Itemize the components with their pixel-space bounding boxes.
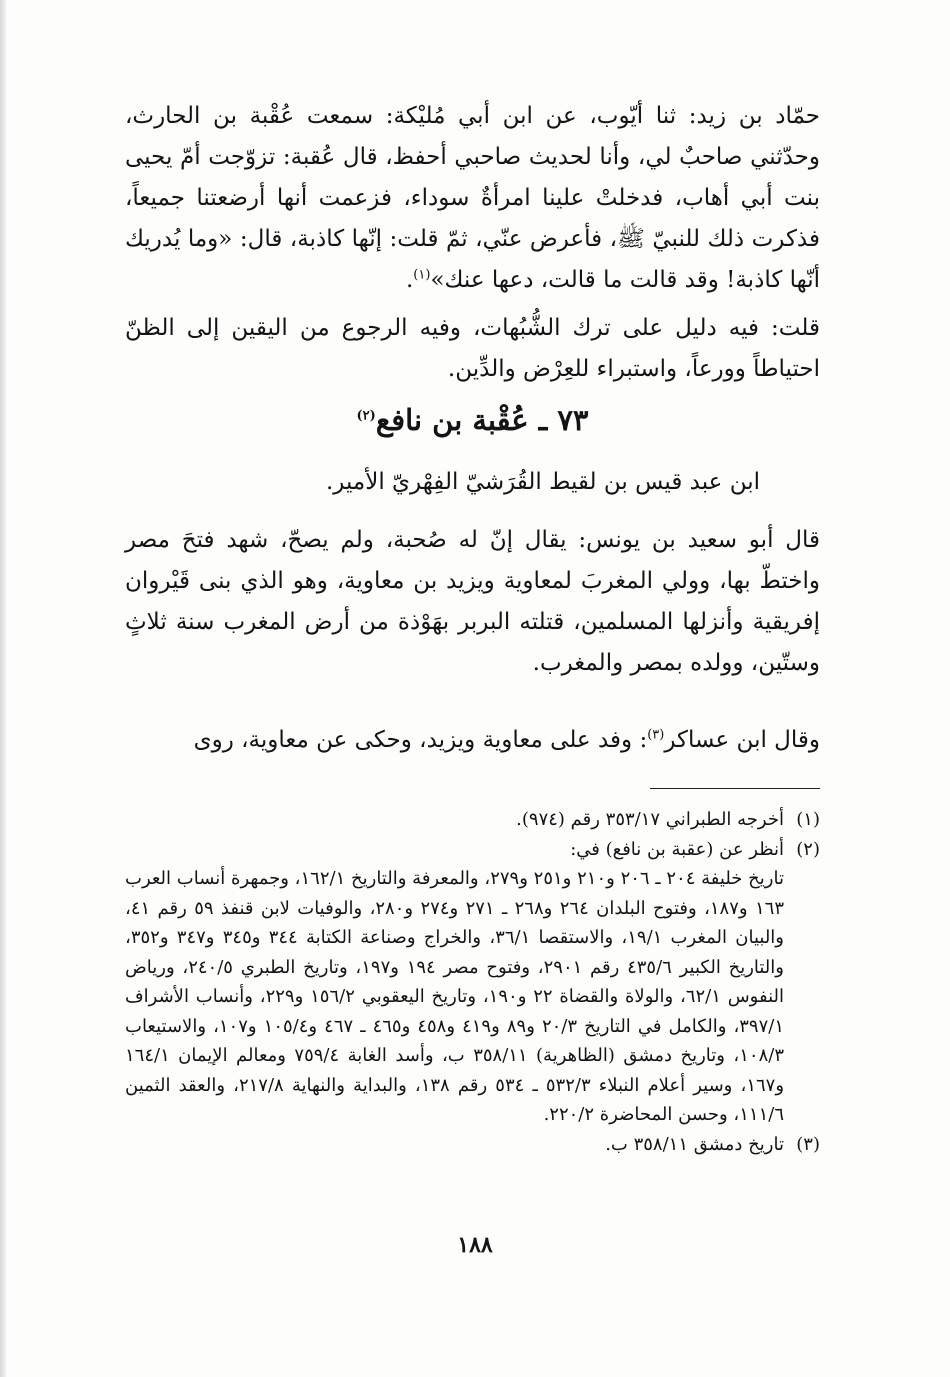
footnote-number: (٣) [796, 1133, 820, 1155]
paragraph-hadith-end: . [405, 267, 414, 293]
footnote-text: أخرجه الطبراني ٣٥٣/١٧ رقم (٩٧٤). [516, 809, 784, 830]
footnote-2-sources: تاريخ خليفة ٢٠٤ ـ ٢٠٦ و٢١٠ و٢٥١ و٢٧٩، والمعرفة والتاريخ ١٦٢/١، وجمهرة أنساب العرب ١٦٣ و١٨٧، وفتوح البلدان ٢٦٤ و٢٦٨ ـ ٢٧١ و٢٧٤ و٢٨٠، والوفيات لابن قنفذ ٥٩ رقم ٤١، والبيان المغرب ١٩/١، والاستقصا ٣٦/١، والخراج وصناعة الكتابة ٣٤٤ و٣٤٥ و٣٤٧ و٣٥٢، والتاريخ الكبير ٤٣٥/٦ رقم ٢٩٠١، وفتوح مصر ١٩٤ و١٩٧، وتاريخ الطبري ٢٤٠/٥، ورياض النفوس ٦٢/١، والولاة والقضاة ٢٢ و١٩٠، وتاريخ اليعقوبي ١٥٦/٢ و٢٢٩، وأنساب الأشراف ٣٩٧/١، والكامل في التاريخ ٢٠/٣ و٨٩ و٤١٩ و٤٥٨ و٤٦٥ ـ ٤٦٧ و١٠٥/٤ و١٠٧، والاستيعاب ١٠٨/٣، وتاريخ دمشق (الظاهرية) ٣٥٨/١١ ب، وأسد الغابة ٧٥٩/٤ ومعالم الإيمان ١٦٤/١ و١٦٧، وسير أعلام النبلاء ٥٣٢/٣ ـ ٥٣٤ رقم ١٣٨، والبداية والنهاية ٢١٧/٨، والعقد الثمين ١١١/٦، وحسن المحاضرة ٢٢٠/٢. [125, 868, 785, 1125]
entry-heading [125, 398, 820, 442]
footnote-text: أنظر عن (عقبة بن نافع) في: [570, 838, 784, 860]
footnote-number: (١) [796, 809, 820, 830]
paragraph-ibn-asakir-start: وقال ابن عساكر [664, 727, 820, 753]
footnote-ref-3[interactable]: (٣) [647, 727, 665, 743]
paragraph-ibn-asakir-rest: : وفد على معاوية ويزيد، وحكى عن معاوية، روى [193, 727, 648, 753]
footnote-3 [125, 1130, 820, 1160]
footnote-ref-1[interactable]: (١) [413, 267, 431, 283]
footnote-2 [125, 835, 820, 865]
entry-heading-text: ٧٣ ـ عُقْبة بن نافع [375, 403, 589, 437]
paragraph-hadith-text: حمّاد بن زيد: ثنا أيّوب، عن ابن أبي مُليْكة: سمعت عُقْبة بن الحارث، وحدّثني صاحبٌ لي، وأنا لحديث صاحبي أحفظ، قال عُقبة: تزوّجت أمّ يحيى بنت أبي أهاب، فدخلتْ علينا امرأةٌ سوداء، فزعمت أنها أرضعتنا جميعاً، فذكرت ذلك للنبيّ ﷺ، فأعرض عنّي، ثمّ قلت: إنّها كاذبة، قال: «وما يُدريك أنّها كاذبة! وقد قالت ما قالت، دعها عنك» [125, 103, 820, 293]
entry-lineage: ابن عبد قيس بن لقيط القُرَشيّ الفِهْريّ الأمير. [325, 469, 760, 495]
footnote-separator [650, 788, 820, 789]
paragraph-hadith [125, 96, 820, 301]
footnote-text: تاريخ دمشق ٣٥٨/١١ ب. [605, 1133, 784, 1155]
footnotes-section [125, 805, 820, 1159]
paragraph-commentary: قلت: فيه دليل على ترك الشُّبُهات، وفيه الرجوع من اليقين إلى الظنّ احتياطاً وورعاً، واستبراء للعِرْض والدِّين. [125, 315, 820, 382]
footnote-1 [125, 805, 820, 835]
footnote-ref-2[interactable]: (٢) [356, 408, 376, 424]
page-number: ١٨٨ [457, 1232, 493, 1258]
paragraph-ibn-yunus: قال أبو سعيد بن يونس: يقال إنّ له صُحبة، ولم يصحّ، شهد فتحَ مصر واختطّ بها، وولي المغربَ لمعاوية ويزيد بن معاوية، وهو الذي بنى قَيْروان إفريقية وأنزلها المسلمين، قتلته البربر بهَوْذة من أرض المغرب سنة ثلاثٍ وستّين، وولده بمصر والمغرب. [125, 527, 820, 676]
scan-edge-shadow [0, 0, 6, 1377]
footnote-number: (٢) [796, 838, 820, 860]
paragraph-ibn-asakir [125, 720, 820, 761]
